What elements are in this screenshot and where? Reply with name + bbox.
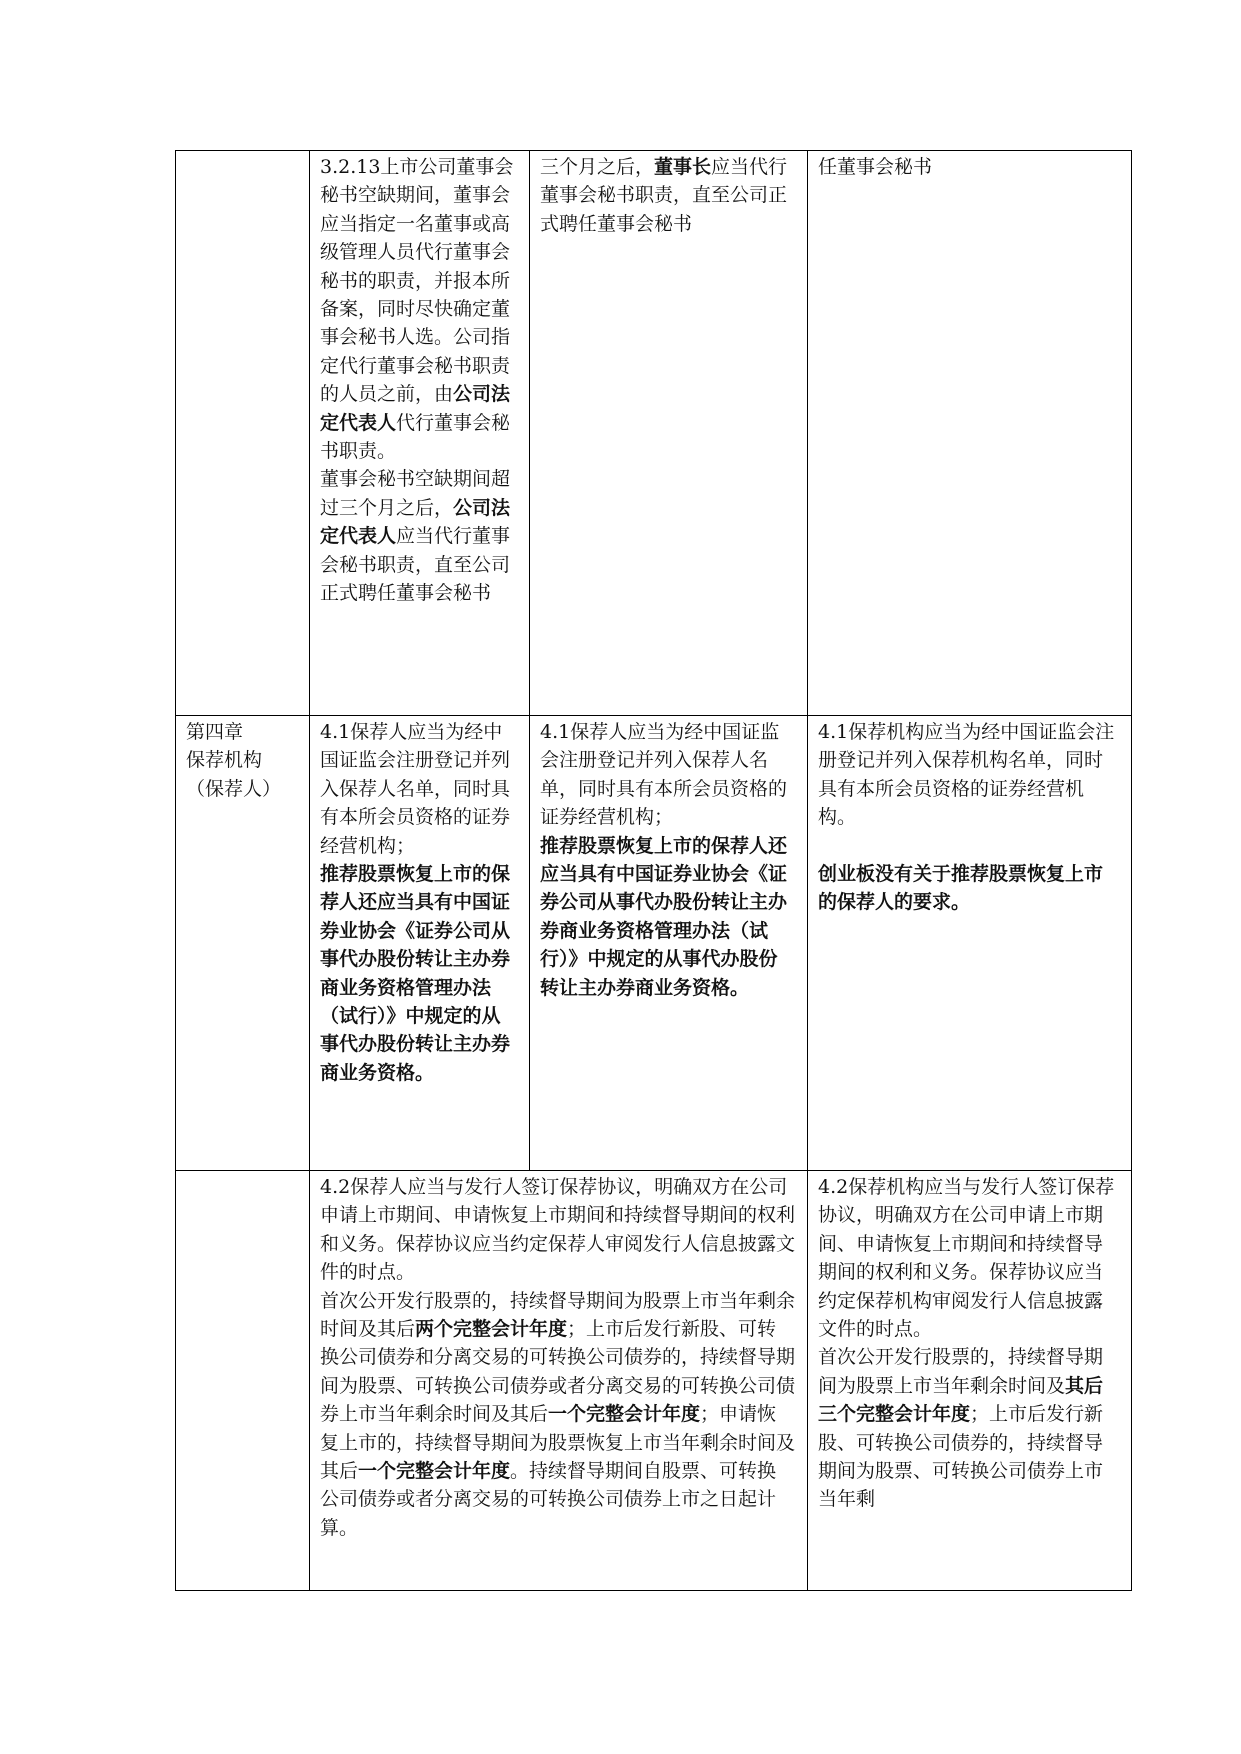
bold-text: 公司法定代表人 bbox=[320, 383, 511, 434]
chapter-cell bbox=[176, 716, 310, 1171]
bold-text: 公司法定代表人 bbox=[320, 496, 511, 548]
cell-text: 任董事会秘书 bbox=[818, 156, 933, 178]
cell-paragraph bbox=[320, 465, 517, 607]
cell-paragraph bbox=[818, 1343, 1119, 1513]
bold-text: 创业板没有关于推荐股票恢复上市的保荐人的要求。 bbox=[818, 862, 1104, 914]
cell-paragraph bbox=[186, 746, 297, 803]
sme-board-rule-cell bbox=[530, 151, 808, 716]
cell-text: 4.1保荐人应当为经中国证监会注册登记并列入保荐人名单，同时具有本所会员资格的证券经营机构； bbox=[540, 721, 788, 829]
cell-paragraph bbox=[320, 860, 517, 1087]
comparison-table bbox=[175, 150, 1132, 1591]
main-and-sme-board-rule-cell bbox=[310, 1171, 808, 1591]
cell-text: 4.2保荐机构应当与发行人签订保荐协议，明确双方在公司申请上市期间、申请恢复上市期间和持续督导期间的权利和义务。保荐协议应当约定保荐机构审阅发行人信息披露文件的时点。 bbox=[818, 1176, 1115, 1341]
bold-text: 两个完整会计年度 bbox=[415, 1318, 568, 1341]
chinext-rule-cell bbox=[808, 151, 1132, 716]
cell-paragraph bbox=[540, 718, 795, 832]
cell-text: 4.2保荐人应当与发行人签订保荐协议，明确双方在公司申请上市期间、申请恢复上市期间和持续督导期间的权利和义务。保荐协议应当约定保荐人审阅发行人信息披露文件的时点。 bbox=[320, 1176, 796, 1284]
bold-text: 一个完整会计年度 bbox=[358, 1460, 511, 1483]
chinext-rule-cell bbox=[808, 1171, 1132, 1591]
cell-paragraph bbox=[320, 153, 517, 465]
cell-text: ；上市后发行新股、可转换公司债券和分离交易的可转换公司债券的，持续督导期间为股票、可转换公司债券或者分离交易的可转换公司债券上市当年剩余时间及其后 bbox=[320, 1318, 796, 1426]
cell-text: 。持续督导期间自股票、可转换公司债券或者分离交易的可转换公司债券上市之日起计算。 bbox=[320, 1460, 777, 1539]
cell-text: 首次公开发行股票的，持续督导期间为股票上市当年剩余时间及其后 bbox=[320, 1289, 796, 1341]
cell-paragraph bbox=[818, 153, 1119, 181]
bold-text: 其后三个完整会计年度 bbox=[818, 1374, 1104, 1426]
chapter-cell bbox=[176, 151, 310, 716]
cell-text: 3.2.13上市公司董事会秘书空缺期间，董事会应当指定一名董事或高级管理人员代行董事会秘书的职责，并报本所备案，同时尽快确定董事会秘书人选。公司指定代行董事会秘书职责的人员之前，由 bbox=[320, 156, 514, 406]
cell-text: 第四章 bbox=[186, 721, 244, 743]
cell-paragraph bbox=[818, 1173, 1119, 1343]
chinext-rule-cell bbox=[808, 716, 1132, 1171]
bold-text: 董事长 bbox=[654, 156, 712, 178]
cell-text: 代行董事会秘书职责。 bbox=[320, 411, 511, 463]
cell-text: 应当代行董事会秘书职责，直至公司正式聘任董事会秘书 bbox=[320, 525, 511, 605]
chapter-cell bbox=[176, 1171, 310, 1591]
cell-paragraph bbox=[818, 860, 1119, 917]
cell-paragraph bbox=[540, 832, 795, 1002]
cell-text: 4.1保荐机构应当为经中国证监会注册登记并列入保荐机构名单，同时具有本所会员资格的证券经营机构。 bbox=[818, 721, 1115, 829]
cell-text: 三个月之后， bbox=[540, 156, 655, 178]
cell-text: ；上市后发行新股、可转换公司债券的，持续督导期间为股票、可转换公司债券上市当年剩 bbox=[818, 1403, 1104, 1511]
cell-text: 首次公开发行股票的，持续督导期间为股票上市当年剩余时间及 bbox=[818, 1346, 1104, 1397]
cell-paragraph bbox=[818, 718, 1119, 832]
bold-text: 推荐股票恢复上市的保荐人还应当具有中国证券业协会《证券公司从事代办股份转让主办券商业务资格管理办法（试行）》中规定的从事代办股份转让主办券商业务资格。 bbox=[320, 863, 511, 1084]
main-board-rule-cell bbox=[310, 716, 530, 1171]
table-row bbox=[176, 151, 1132, 716]
cell-paragraph bbox=[320, 718, 517, 860]
cell-paragraph bbox=[320, 1173, 795, 1287]
cell-text: 保荐机构（保荐人） bbox=[186, 749, 282, 800]
bold-text: 一个完整会计年度 bbox=[548, 1403, 701, 1426]
cell-paragraph bbox=[186, 718, 297, 746]
cell-text: 应当代行董事会秘书职责，直至公司正式聘任董事会秘书 bbox=[540, 156, 788, 235]
table-row bbox=[176, 1171, 1132, 1591]
sme-board-rule-cell bbox=[530, 716, 808, 1171]
main-board-rule-cell bbox=[310, 151, 530, 716]
table-row bbox=[176, 716, 1132, 1171]
cell-text: 4.1保荐人应当为经中国证监会注册登记并列入保荐人名单，同时具有本所会员资格的证券经营机构； bbox=[320, 721, 511, 857]
bold-text: 推荐股票恢复上市的保荐人还应当具有中国证券业协会《证券公司从事代办股份转让主办券商业务资格管理办法（试行）》中规定的从事代办股份转让主办券商业务资格。 bbox=[540, 834, 788, 999]
cell-paragraph bbox=[320, 1287, 795, 1543]
cell-text: ；申请恢复上市的，持续督导期间为股票恢复上市当年剩余时间及其后 bbox=[320, 1403, 796, 1483]
cell-text: 董事会秘书空缺期间超过三个月之后， bbox=[320, 468, 511, 519]
cell-paragraph bbox=[540, 153, 795, 238]
